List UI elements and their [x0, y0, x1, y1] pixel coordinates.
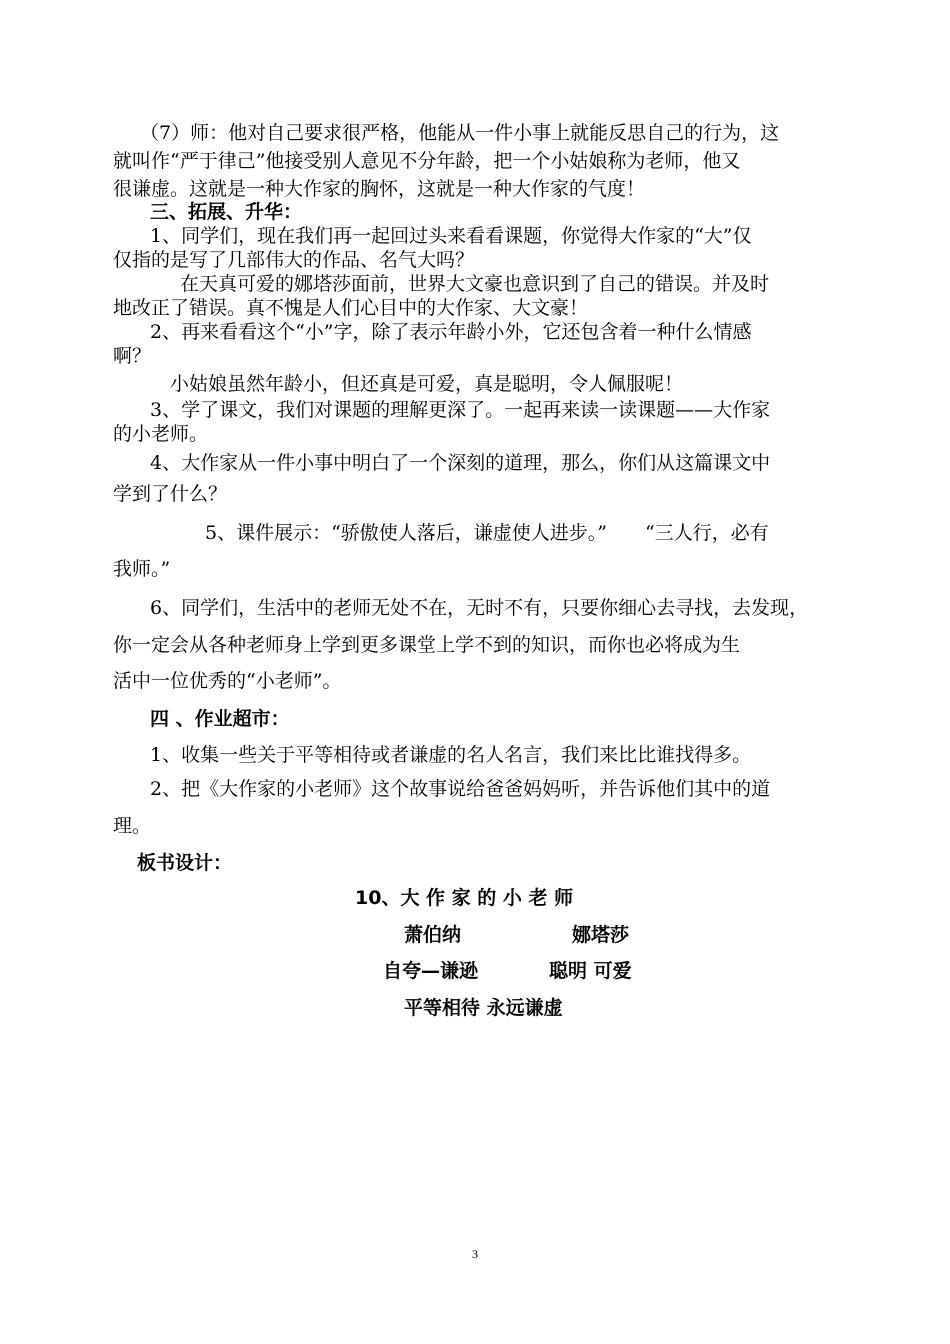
- text-line: 1、收集一些关于平等相待或者谦虚的名人名言，我们来比比谁找得多。: [150, 744, 752, 766]
- text-line: 理。: [113, 815, 152, 837]
- text-line: 我师。”: [113, 558, 171, 580]
- text-line: 学到了什么？: [113, 483, 228, 505]
- page-number: 3: [472, 1247, 478, 1261]
- text-line: 2、把《大作家的小老师》这个故事说给爸爸妈妈听，并告诉他们其中的道: [150, 778, 771, 800]
- text-line: 3、学了课文，我们对课题的理解更深了。一起再来读一读课题——大作家: [150, 399, 771, 421]
- text-line: 很谦虚。这就是一种大作家的胸怀，这就是一种大作家的气度！: [113, 178, 646, 200]
- board-trait-left: 自夸—谦逊: [383, 960, 479, 982]
- text-line: 啊？: [113, 345, 152, 367]
- text-line: 在天真可爱的娜塔莎面前，世界大文豪也意识到了自己的错误。并及时: [180, 273, 770, 295]
- text-line: 活中一位优秀的“小老师”。: [113, 670, 342, 692]
- board-design-heading: 板书设计：: [137, 852, 233, 874]
- board-title: 10、大 作 家 的 小 老 师: [355, 887, 574, 909]
- text-line: 5、课件展示：“骄傲使人落后，谦虚使人进步。” “三人行，必有: [205, 522, 769, 544]
- text-line: （7）师：他对自己要求很严格，他能从一件小事上就能反思自己的行为，这: [140, 122, 780, 144]
- text-line: 6、同学们，生活中的老师无处不在，无时不有，只要你细心去寻找，去发现，: [150, 597, 809, 619]
- text-line: 仅指的是写了几部伟大的作品、名气大吗？: [113, 249, 475, 271]
- board-trait-right: 聪明 可爱: [549, 960, 632, 982]
- text-line: 就叫作“严于律己”他接受别人意见不分年龄，把一个小姑娘称为老师，他又: [113, 150, 741, 172]
- text-line: 的小老师。: [113, 423, 209, 445]
- board-summary: 平等相待 永远谦虚: [404, 997, 563, 1019]
- section-heading: 三、拓展、升华：: [150, 201, 303, 223]
- text-line: 2、再来看看这个“小”字，除了表示年龄小外，它还包含着一种什么情感: [150, 321, 752, 343]
- text-line: 地改正了错误。真不愧是人们心目中的大作家、大文豪！: [113, 297, 589, 319]
- board-name-left: 萧伯纳: [404, 924, 462, 946]
- text-line: 小姑娘虽然年龄小，但还真是可爱，真是聪明，令人佩服呢！: [170, 373, 684, 395]
- text-line: 你一定会从各种老师身上学到更多课堂上学不到的知识，而你也必将成为生: [113, 634, 741, 656]
- board-name-right: 娜塔莎: [572, 924, 630, 946]
- text-line: 4、大作家从一件小事中明白了一个深刻的道理，那么，你们从这篇课文中: [150, 452, 771, 474]
- text-line: 1、同学们，现在我们再一起回过头来看看课题，你觉得大作家的“大”仅: [150, 225, 752, 247]
- section-heading: 四 、作业超市：: [150, 708, 290, 730]
